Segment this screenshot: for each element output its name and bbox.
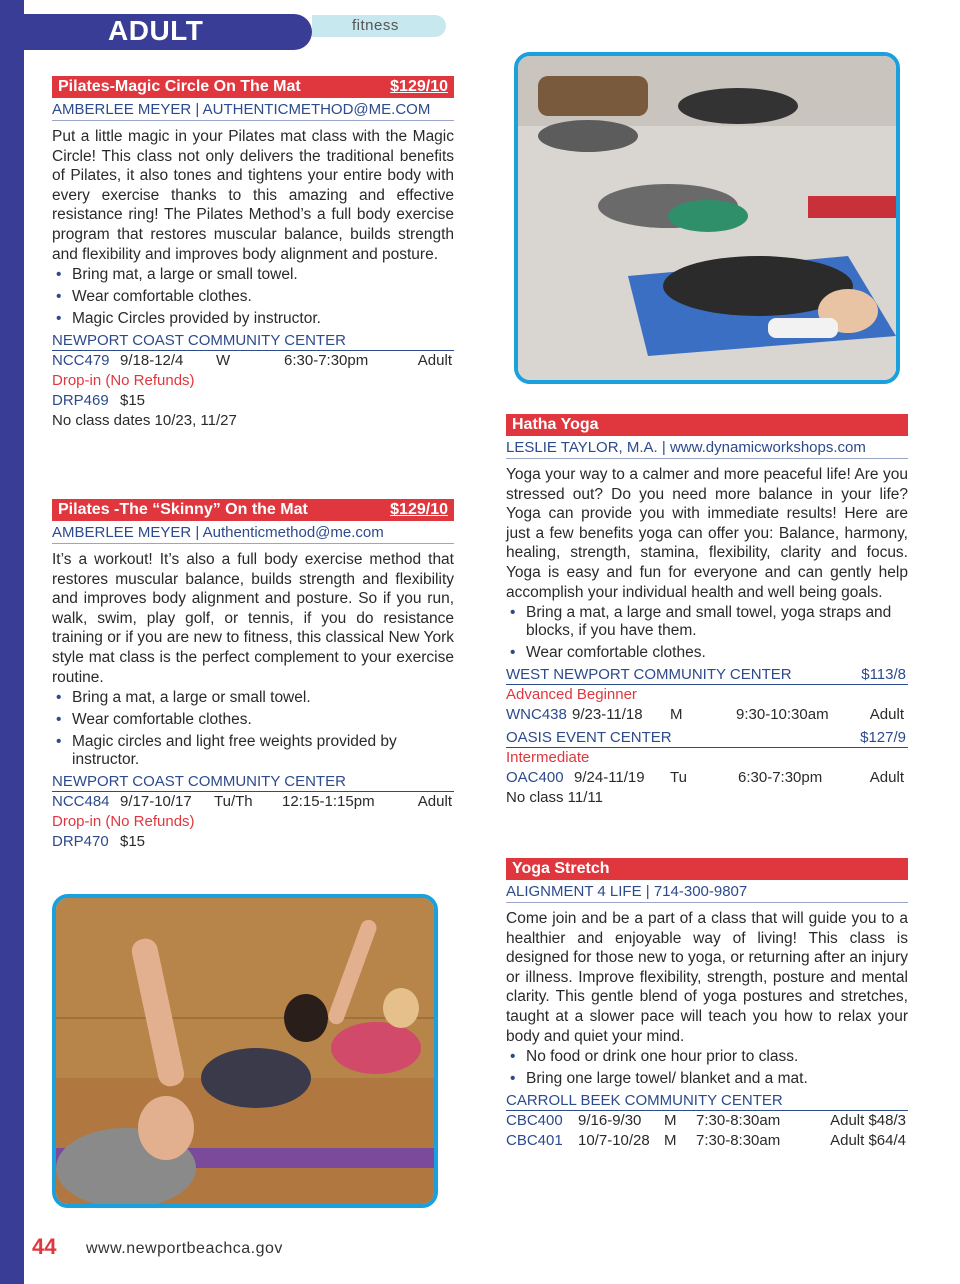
center-name: OASIS EVENT CENTER $127/9 — [506, 729, 906, 747]
class-title-bar — [506, 858, 908, 880]
session-dates: 9/16-9/30 — [578, 1112, 642, 1130]
bullet-item: • Bring mat, a large or small towel. — [52, 266, 454, 284]
session-time: 12:15-1:15pm — [282, 793, 375, 811]
dropin-row — [52, 832, 454, 852]
dropin-code[interactable]: DRP470 — [52, 833, 109, 851]
yoga-mat-photo-illustration — [518, 56, 896, 380]
class-price: $129/10 — [390, 501, 448, 518]
class-pilates-magic-circle — [52, 76, 454, 431]
bullet-item: • Magic circles and light free weights provided by instructor. — [52, 733, 454, 769]
level-label: Intermediate — [506, 749, 590, 767]
session-day: W — [216, 352, 231, 370]
session-dates: 9/18-12/4 — [120, 352, 184, 370]
bullet-item: • Wear comfortable clothes. — [52, 711, 454, 729]
class-title: Hatha Yoga — [512, 416, 599, 433]
bullet-item: • Wear comfortable clothes. — [506, 644, 908, 662]
session-age: Adult — [417, 793, 452, 811]
bullet-list — [52, 689, 454, 769]
session-time: 7:30-8:30am — [696, 1112, 781, 1130]
session-row — [52, 792, 454, 812]
center-fee: $127/9 — [860, 729, 906, 747]
class-title-bar — [506, 414, 908, 436]
session-age: Adult — [869, 706, 904, 724]
session-day: Tu/Th — [214, 793, 253, 811]
bullet-list — [506, 1048, 908, 1088]
session-fee: Adult $48/3 — [830, 1112, 906, 1130]
class-yoga-stretch — [506, 858, 908, 1151]
session-fee: Adult $64/4 — [830, 1132, 906, 1150]
instructor-line: AMBERLEE MEYER | AUTHENTICMETHOD@ME.COM — [52, 101, 454, 121]
dropin-label: Drop-in (No Refunds) — [52, 372, 195, 390]
class-title: Pilates-Magic Circle On The Mat — [58, 78, 301, 95]
session-day: M — [664, 1112, 677, 1130]
class-description: It’s a workout! It’s also a full body exercise method that restores muscular balance, builds strength and flexibility and improves body alignment and posture. So if you run, walk, swim, play golf, or tennis, if you do resistance training or if you are new to fitness, this classical New York style mat class is the perfect complement to your exercise routine. — [52, 551, 454, 686]
session-row — [506, 1111, 908, 1131]
class-note: No class dates 10/23, 11/27 — [52, 412, 237, 430]
center-name: WEST NEWPORT COMMUNITY CENTER $113/8 — [506, 666, 906, 684]
bullet-item: • Magic Circles provided by instructor. — [52, 310, 454, 328]
center-name: NEWPORT COAST COMMUNITY CENTER — [52, 332, 454, 351]
session-time: 7:30-8:30am — [696, 1132, 781, 1150]
dropin-fee: $15 — [120, 833, 146, 851]
bullet-item: • Bring one large towel/ blanket and a mat. — [506, 1070, 908, 1088]
session-age: Adult — [869, 769, 904, 787]
session-day: M — [670, 706, 683, 724]
session-dates: 10/7-10/28 — [578, 1132, 650, 1150]
dropin-label: Drop-in (No Refunds) — [52, 813, 195, 831]
session-day: Tu — [670, 769, 687, 787]
course-code[interactable]: CBC400 — [506, 1112, 563, 1130]
course-code[interactable]: CBC401 — [506, 1132, 563, 1150]
class-title: Pilates -The “Skinny” On the Mat — [58, 501, 308, 518]
section-title: ADULT — [108, 15, 204, 46]
session-row — [506, 1131, 908, 1151]
instructor-line: ALIGNMENT 4 LIFE | 714-300-9807 — [506, 883, 908, 903]
class-description: Yoga your way to a calmer and more peaceful life! Are you stressed out? Do you need more balance in your life? Yoga can provide you with immediate results! Here are just a few benefits yoga can offer you: Balance, harmony, healing, strength, stamina, flexibility, clarity and focus. Yoga is easy and fun for everyone and can gently help accomplish your individual health and well being goals. — [506, 466, 908, 601]
bullet-list — [506, 604, 908, 662]
course-code[interactable]: OAC400 — [506, 769, 564, 787]
center-name: NEWPORT COAST COMMUNITY CENTER — [52, 773, 454, 792]
category-label: fitness — [352, 17, 399, 34]
class-note: No class 11/11 — [506, 789, 603, 807]
class-hatha-yoga — [506, 414, 908, 808]
session-row — [506, 768, 908, 788]
bullet-item: • Bring a mat, a large and small towel, yoga straps and blocks, if you have them. — [506, 604, 908, 640]
yoga-class-photo-illustration — [56, 898, 434, 1204]
session-row — [52, 351, 454, 371]
course-code[interactable]: NCC479 — [52, 352, 110, 370]
course-code[interactable]: WNC438 — [506, 706, 567, 724]
class-title-bar — [52, 76, 454, 98]
class-pilates-skinny — [52, 499, 454, 852]
class-description: Come join and be a part of a class that will guide you to a healthier and enjoyable way of living! This class is designed for those new to yoga, or returning after an injury or illness. Improve flexibility, strength, posture and mental clarity. This gentle blend of yoga postures and stretches, taught at a slower pace will teach you how to relax your body and quiet your mind. — [506, 910, 908, 1045]
bullet-item: • Wear comfortable clothes. — [52, 288, 454, 306]
class-description: Put a little magic in your Pilates mat class with the Magic Circle! This class not only delivers the traditional benefits of Pilates, it also tones and tightens your entire body with every exercise thanks to this amazing and effective resistance ring! The Pilates Method’s a full body exercise program that restores muscular balance, builds strength and flexibility and improves body alignment and posture. — [52, 128, 454, 263]
footer-url[interactable]: www.newportbeachca.gov — [86, 1240, 283, 1257]
dropin-code[interactable]: DRP469 — [52, 392, 109, 410]
course-code[interactable]: NCC484 — [52, 793, 110, 811]
left-sidebar-stripe — [0, 0, 24, 1284]
session-time: 6:30-7:30pm — [738, 769, 823, 787]
bullet-item: • No food or drink one hour prior to class. — [506, 1048, 908, 1066]
photo-triangle-pose — [52, 894, 438, 1208]
session-dates: 9/17-10/17 — [120, 793, 192, 811]
instructor-line: LESLIE TAYLOR, M.A. | www.dynamicworkshops.com — [506, 439, 908, 459]
class-price: $129/10 — [390, 78, 448, 95]
photo-mat-class — [514, 52, 900, 384]
session-time: 9:30-10:30am — [736, 706, 829, 724]
class-title: Yoga Stretch — [512, 860, 610, 877]
class-title-bar — [52, 499, 454, 521]
session-dates: 9/23-11/18 — [572, 706, 643, 724]
level-label: Advanced Beginner — [506, 686, 637, 704]
dropin-row — [52, 391, 454, 411]
page-number: 44 — [32, 1234, 57, 1259]
category-tab — [312, 15, 446, 37]
center-fee: $113/8 — [861, 666, 906, 684]
center-name: CARROLL BEEK COMMUNITY CENTER — [506, 1092, 908, 1111]
instructor-line: AMBERLEE MEYER | Authenticmethod@me.com — [52, 524, 454, 544]
session-row — [506, 705, 908, 725]
bullet-list — [52, 266, 454, 328]
session-dates: 9/24-11/19 — [574, 769, 645, 787]
bullet-item: • Bring a mat, a large or small towel. — [52, 689, 454, 707]
session-age: Adult — [417, 352, 452, 370]
dropin-fee: $15 — [120, 392, 146, 410]
session-day: M — [664, 1132, 677, 1150]
session-time: 6:30-7:30pm — [284, 352, 369, 370]
